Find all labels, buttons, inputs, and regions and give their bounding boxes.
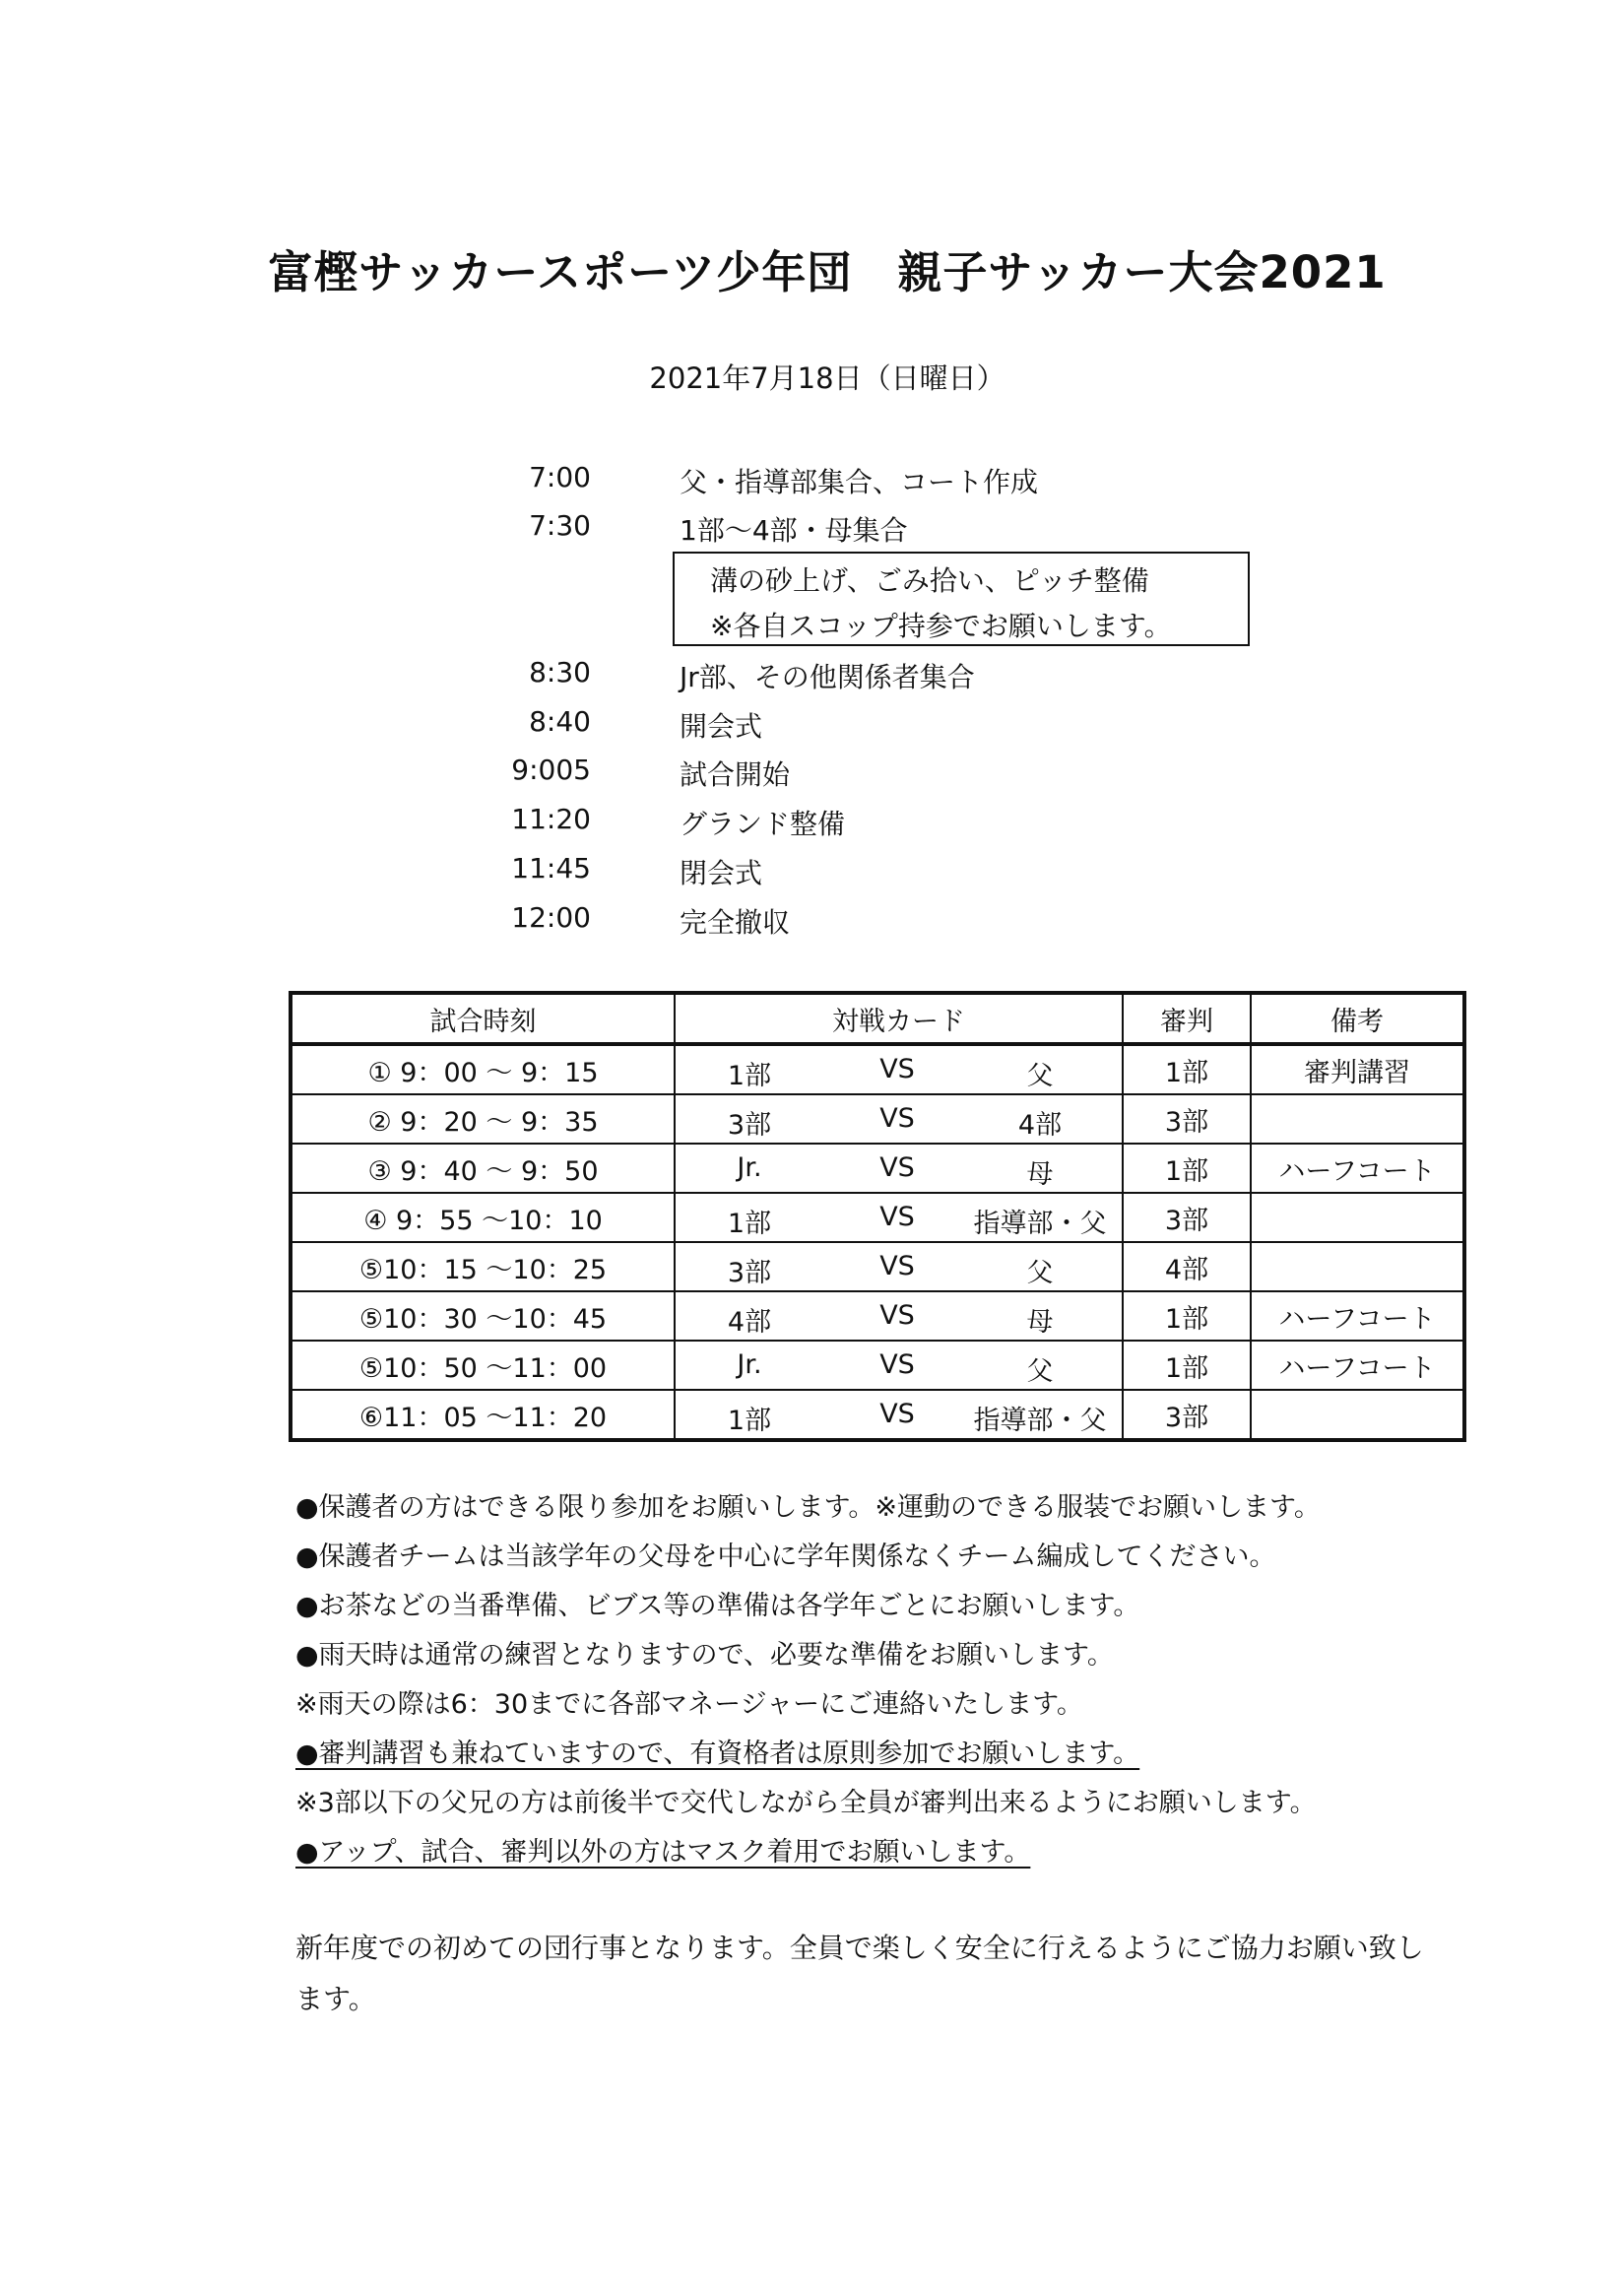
match-time: ④ 9：55 ～10：10 [291, 1193, 675, 1242]
note-item [295, 1584, 1458, 1633]
team-away: 指導部・父 [973, 1406, 1107, 1436]
team-home: 1部 [727, 1406, 772, 1436]
preparation-note-line: 溝の砂上げ、ごみ拾い、ピッチ整備 [710, 564, 1149, 597]
team-home: 3部 [727, 1110, 772, 1141]
header-match-card: 対戦カード [675, 993, 1123, 1044]
schedule-text: グランド整備 [680, 808, 846, 840]
schedule-text: 完全撤収 [680, 906, 791, 939]
match-referee: 1部 [1123, 1044, 1251, 1094]
schedule-time: 9:005 [511, 754, 591, 786]
match-time: ② 9：20 ～ 9：35 [291, 1094, 675, 1144]
table-row [291, 1291, 1464, 1341]
vs-label: VS [879, 1202, 915, 1232]
match-table [289, 991, 1466, 1442]
table-row [291, 1341, 1464, 1390]
vs-label: VS [879, 1251, 915, 1281]
note-item [295, 1633, 1458, 1682]
note-text: ●雨天時は通常の練習となりますので、必要な準備をお願いします。 [295, 1640, 1114, 1671]
match-card [675, 1094, 1123, 1144]
vs-label: VS [879, 1349, 915, 1380]
vs-label: VS [879, 1399, 915, 1429]
note-text: ●アップ、試合、審判以外の方はマスク着用でお願いします。 [295, 1837, 1031, 1868]
schedule-item [0, 656, 1621, 695]
note-item-underlined [295, 1732, 1458, 1781]
match-referee: 3部 [1123, 1390, 1251, 1440]
table-row [291, 1193, 1464, 1242]
note-item [295, 1485, 1458, 1535]
team-away: 母 [1026, 1159, 1054, 1190]
match-time: ⑤10：30 ～10：45 [291, 1291, 675, 1341]
schedule-item [0, 803, 1621, 842]
match-card [675, 1144, 1123, 1193]
vs-label: VS [879, 1300, 915, 1331]
team-home: 3部 [727, 1258, 772, 1288]
team-away: 母 [1026, 1307, 1054, 1338]
header-match-time: 試合時刻 [291, 993, 675, 1044]
team-home: Jr. [737, 1152, 762, 1183]
note-text: ※雨天の際は6：30までに各部マネージャーにご連絡いたします。 [295, 1689, 1083, 1720]
match-referee: 3部 [1123, 1193, 1251, 1242]
match-card [675, 1341, 1123, 1390]
team-home: 4部 [727, 1307, 772, 1338]
schedule-time: 8:40 [529, 705, 591, 738]
team-away: 父 [1026, 1061, 1054, 1091]
note-item-underlined [295, 1830, 1458, 1879]
team-away: 4部 [1017, 1110, 1063, 1141]
team-away: 父 [1026, 1258, 1054, 1288]
schedule-time: 7:00 [529, 461, 591, 493]
note-item [295, 1781, 1458, 1830]
match-time: ③ 9：40 ～ 9：50 [291, 1144, 675, 1193]
schedule-time: 11:45 [511, 852, 591, 885]
match-card [675, 1044, 1123, 1094]
note-text: ●保護者チームは当該学年の父母を中心に学年関係なくチーム編成してください。 [295, 1542, 1276, 1572]
schedule-item [0, 705, 1621, 745]
match-note: ハーフコート [1251, 1291, 1464, 1341]
notes-list [295, 1485, 1458, 1879]
team-home: Jr. [737, 1349, 762, 1380]
schedule-text: 1部～4部・母集合 [680, 514, 908, 547]
schedule-item [0, 754, 1621, 793]
document-title: 富樫サッカースポーツ少年団 親子サッカー大会2021 [268, 246, 1387, 298]
team-away: 指導部・父 [973, 1209, 1107, 1239]
note-text: ※3部以下の父兄の方は前後半で交代しながら全員が審判出来るようにお願いします。 [295, 1788, 1317, 1818]
match-note: ハーフコート [1251, 1144, 1464, 1193]
schedule-time: 11:20 [511, 803, 591, 835]
match-card [675, 1193, 1123, 1242]
match-note: ハーフコート [1251, 1341, 1464, 1390]
match-time: ⑤10：50 ～11：00 [291, 1341, 675, 1390]
closing-message: 新年度での初めての団行事となります。全員で楽しく安全に行えるようにご協力お願い致します。 [295, 1932, 1424, 2015]
note-item [295, 1535, 1458, 1584]
schedule-time: 8:30 [529, 656, 591, 689]
match-note [1251, 1242, 1464, 1291]
vs-label: VS [879, 1152, 915, 1183]
match-card [675, 1390, 1123, 1440]
table-row [291, 1390, 1464, 1440]
match-note [1251, 1094, 1464, 1144]
schedule-text: 閉会式 [680, 857, 763, 889]
header-notes: 備考 [1251, 993, 1464, 1044]
schedule-item [0, 461, 1621, 500]
team-home: 1部 [727, 1209, 772, 1239]
table-header-row [291, 993, 1464, 1044]
match-note: 審判講習 [1251, 1044, 1464, 1094]
table-row [291, 1044, 1464, 1094]
note-text: ●保護者の方はできる限り参加をお願いします。※運動のできる服装でお願いします。 [295, 1492, 1321, 1523]
schedule-time: 12:00 [511, 901, 591, 934]
note-item [295, 1682, 1458, 1732]
match-time: ⑥11：05 ～11：20 [291, 1390, 675, 1440]
note-text: ●お茶などの当番準備、ビブス等の準備は各学年ごとにお願いします。 [295, 1591, 1140, 1621]
match-referee: 1部 [1123, 1291, 1251, 1341]
event-date: 2021年7月18日（日曜日） [649, 361, 1005, 395]
preparation-note-box [673, 552, 1250, 646]
match-referee: 1部 [1123, 1341, 1251, 1390]
preparation-note-line: ※各自スコップ持参でお願いします。 [710, 610, 1172, 642]
schedule-item [0, 901, 1621, 941]
vs-label: VS [879, 1103, 915, 1134]
match-note [1251, 1390, 1464, 1440]
match-time: ① 9：00 ～ 9：15 [291, 1044, 675, 1094]
schedule-text: Jr部、その他関係者集合 [680, 661, 975, 693]
header-referee: 審判 [1123, 993, 1251, 1044]
schedule-time: 7:30 [529, 509, 591, 542]
match-referee: 4部 [1123, 1242, 1251, 1291]
schedule-text: 開会式 [680, 710, 763, 743]
vs-label: VS [879, 1054, 915, 1084]
schedule-item [0, 852, 1621, 891]
table-row [291, 1094, 1464, 1144]
match-card [675, 1291, 1123, 1341]
schedule-text: 試合開始 [680, 758, 791, 791]
match-referee: 3部 [1123, 1094, 1251, 1144]
schedule-item [0, 509, 1621, 549]
note-text: ●審判講習も兼ねていますので、有資格者は原則参加でお願いします。 [295, 1738, 1140, 1769]
team-away: 父 [1026, 1356, 1054, 1387]
match-note [1251, 1193, 1464, 1242]
match-referee: 1部 [1123, 1144, 1251, 1193]
team-home: 1部 [727, 1061, 772, 1091]
match-time: ⑤10：15 ～10：25 [291, 1242, 675, 1291]
table-row [291, 1242, 1464, 1291]
match-card [675, 1242, 1123, 1291]
schedule-text: 父・指導部集合、コート作成 [680, 466, 1039, 498]
table-row [291, 1144, 1464, 1193]
